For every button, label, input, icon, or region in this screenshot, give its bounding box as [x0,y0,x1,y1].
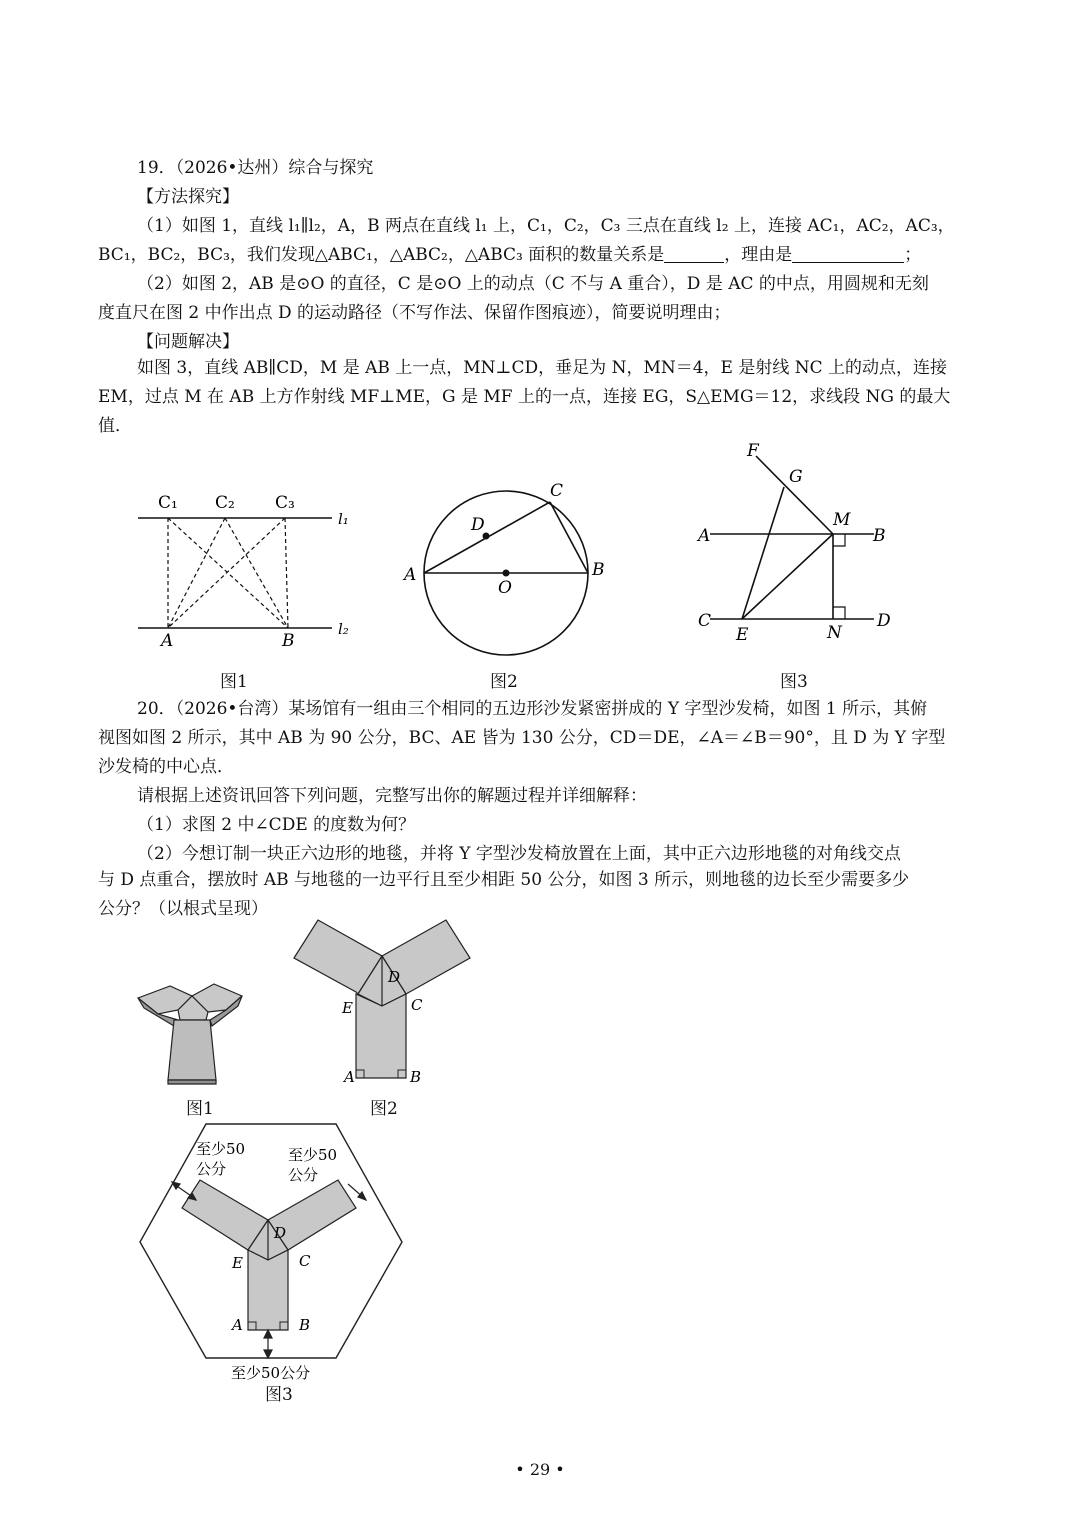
q20-fig3-note-left-2: 公分 [196,1160,227,1178]
q19-figure-3 [690,436,910,654]
q20-fig2-label-d: D [388,968,401,986]
q20-fig3-label-c: C [299,1252,311,1270]
q20-fig3-label-a: A [232,1316,243,1334]
q20-fig3-label-d: D [274,1224,287,1242]
fig2-label-b: B [592,560,605,580]
fig1-label-l1: l₁ [338,510,349,528]
q19-p3-line1: 如图 3，直线 AB∥CD，M 是 AB 上一点，MN⊥CD，垂足为 N，MN＝4，E 是射线 NC 上的动点，连接 [137,358,948,378]
q20-figure-3-hexagon-rug [136,1122,476,1382]
answer-blank-1[interactable] [664,244,724,263]
q20-line6: （2）今想订制一块正六边形的地毯，并将 Y 字型沙发椅放置在上面，其中正六边形地毯的对角线交点 [137,844,901,864]
q19-section-method: 【方法探究】 [137,187,239,207]
q20-fig3-note-right-2: 公分 [288,1166,319,1184]
fig3-label-n: N [827,623,842,643]
q19-p2-line1: （2）如图 2，AB 是⊙O 的直径，C 是⊙O 上的动点（C 不与 A 重合），D 是 AC 的中点，用圆规和无刻 [137,274,929,294]
q19-figure-2 [398,478,618,664]
q20-fig3-label-b: B [299,1316,311,1334]
q20-fig2-label-e: E [342,999,353,1017]
q20-fig3-label-e: E [232,1254,243,1272]
q20-figure-1-sofa-3d [130,980,250,1090]
q20-fig2-label-b: B [410,1068,422,1086]
q19-p1-line2b: ，理由是 [724,245,793,265]
q19-fig2-caption: 图2 [490,672,518,692]
page-number: • 29 • [515,1460,565,1479]
q20-line7: 与 D 点重合，摆放时 AB 与地毯的一边平行且至少相距 50 公分，如图 3 所示，则地毯的边长至少需要多少 [98,870,910,890]
fig3-label-c: C [698,611,712,631]
q20-line5: （1）求图 2 中∠CDE 的度数为何？ [137,815,416,835]
fig3-label-a: A [698,526,711,546]
fig1-label-c2: C₂ [215,493,235,513]
q19-p1-line2a: BC₁，BC₂，BC₃，我们发现△ABC₁，△ABC₂，△ABC₃ 面积的数量关系是 [98,245,665,265]
q20-fig3-note-right-1: 至少50 [288,1146,338,1164]
fig1-label-a: A [161,631,174,651]
q19-p2-line2: 度直尺在图 2 中作出点 D 的运动路径（不写作法、保留作图痕迹），简要说明理由； [98,303,731,323]
fig2-label-a: A [404,565,417,585]
fig3-label-f: F [747,441,759,461]
fig3-label-d: D [877,611,891,631]
q20-line3: 沙发椅的中心点． [98,757,234,777]
fig3-label-m: M [833,510,851,530]
fig1-label-b: B [282,631,295,651]
q19-p1-line1: （1）如图 1，直线 l₁∥l₂，A，B 两点在直线 l₁ 上，C₁，C₂，C₃ 三点在直线 l₂ 上，连接 AC₁，AC₂，AC₃， [137,216,955,236]
q20-fig3-caption: 图3 [265,1385,293,1405]
q20-fig2-label-c: C [411,996,423,1014]
fig3-label-g: G [789,467,803,487]
q19-p1-line2 [98,243,921,267]
fig3-label-e: E [736,625,749,645]
q20-fig3-note-left-1: 至少50 [196,1140,246,1158]
fig1-label-c3: C₃ [275,493,295,513]
fig2-label-d: D [471,515,485,535]
fig1-label-l2: l₂ [338,620,349,638]
q19-fig1-caption: 图1 [220,672,248,692]
q19-figure-1 [130,488,370,658]
q20-line4: 请根据上述资讯回答下列问题，完整写出你的解题过程并详细解释： [137,786,647,806]
q20-line2: 视图如图 2 所示，其中 AB 为 90 公分，BC、AE 皆为 130 公分，CD＝DE，∠A＝∠B＝90°，且 D 为 Y 字型 [98,728,946,748]
fig1-label-c1: C₁ [158,493,178,513]
q20-fig2-caption: 图2 [370,1099,398,1119]
fig3-label-b: B [873,526,886,546]
answer-blank-2[interactable] [792,244,904,263]
q19-p1-line2c: ； [904,245,922,265]
q20-fig1-caption: 图1 [186,1099,214,1119]
fig2-label-o: O [498,578,512,598]
q19-p3-line2: EM，过点 M 在 AB 上方作射线 MF⊥ME，G 是 MF 上的一点，连接 EG，S△EMG＝12，求线段 NG 的最大 [98,387,951,407]
q20-figure-2-top-view [290,918,480,1093]
q19-section-solve: 【问题解决】 [137,332,239,352]
q20-line1: 20．（2026•台湾）某场馆有一组由三个相同的五边形沙发紧密拼成的 Y 字型沙发椅，如图 1 所示，其俯 [137,699,928,719]
fig2-label-c: C [550,481,564,501]
q20-line8: 公分？（以根式呈现） [98,899,268,919]
q20-fig3-note-bottom: 至少50公分 [231,1364,311,1382]
q19-p3-line3: 值． [98,416,132,436]
q20-fig2-label-a: A [344,1068,355,1086]
q19-fig3-caption: 图3 [780,672,808,692]
q19-title: 19．（2026•达州）综合与探究 [137,158,374,178]
